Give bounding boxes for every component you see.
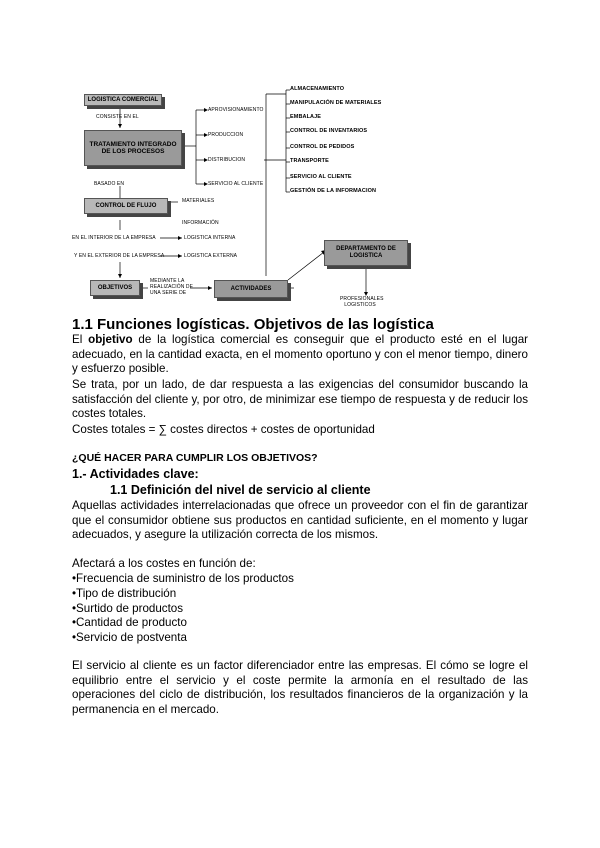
label-informacion: INFORMACIÓN [182,220,219,226]
label-produccion: PRODUCCION [208,132,244,138]
box-control-flujo [84,198,168,214]
box-tratamiento-label: TRATAMIENTO INTEGRADO DE LOS PROCESOS [89,141,177,155]
label-logistica-interna: LOGISTICA INTERNA [184,235,236,241]
box-logistica-label: LOGISTICA COMERCIAL [87,96,159,103]
right-item: CONTROL DE PEDIDOS [290,144,355,150]
question-heading: ¿QUÉ HACER PARA CUMPLIR LOS OBJETIVOS? [72,452,318,464]
right-item: ALMACENAMIENTO [290,86,345,92]
box-departamento-label: DEPARTAMENTO DE LOGISTICA [336,246,396,259]
box-objetivos-label: OBJETIVOS [97,284,133,291]
label-profesionales: PROFESIONALES LOGISTICOS [340,296,384,308]
section-title: 1.1 Funciones logísticas. Objetivos de las logística [72,316,434,333]
paragraph-servicio: El servicio al cliente es un factor diferenciador entre las empresas. El cómo se logre el equilibrio entre el servicio y el coste permite la armonía en el resultado de las operaciones del ciclo de distribución, los resultados financieros de la organización y la permanencia en el mercado. [72,659,528,716]
right-item: GESTIÓN DE LA INFORMACION [290,188,377,194]
bullet-item: •Cantidad de producto [72,616,187,630]
p1-bold: objetivo [88,333,133,346]
box-departamento [324,240,408,266]
label-mediante: MEDIANTE LA REALIZACIÓN DE UNA SERIE DE [150,278,194,296]
label-interior: EN EL INTERIOR DE LA EMPRESA [72,235,156,241]
box-tratamiento [84,130,182,166]
label-materiales: MATERIALES [182,198,215,204]
bullet-item: •Servicio de postventa [72,631,187,645]
heading-definicion: 1.1 Definición del nivel de servicio al cliente [110,483,371,497]
box-objetivos [90,280,140,296]
label-basado: BASADO EN [94,181,125,187]
label-distribucion: DISTRIBUCION [208,157,246,163]
right-item: EMBALAJE [290,114,322,120]
paragraph-objetivo [72,333,528,377]
box-logistica-comercial [84,94,162,106]
paragraph-afectara: Afectará a los costes en función de: [72,557,256,570]
p1-pre: El [72,333,89,346]
label-aprovisionamiento: APROVISIONAMIENTO [208,107,264,113]
bullet-item: •Frecuencia de suministro de los productos [72,572,294,585]
label-exterior: Y EN EL EXTERIOR DE LA EMPRESA [74,253,165,259]
box-actividades-label: ACTIVIDADES [230,285,272,292]
bullet-item: •Tipo de distribución [72,586,177,600]
label-logistica-externa: LOGISTICA EXTERNA [184,253,238,259]
p1-post: de la logística comercial es conseguir que el producto esté en el lugar adecuado, en la cantidad exacta, en el momento oportuno y con el menor tiempo, dinero y esfuerzo posible. [72,333,529,376]
label-servicio-cliente: SERVICIO AL CLIENTE [208,181,264,187]
paragraph-actividades: Aquellas actividades interrelacionadas que ofrece un proveedor con el fin de garantizar que el consumidor obtiene sus productos en cantidad suficiente, en el momento y lugar adecuados, y asegure la utilización correcta de los mismos. [72,499,528,542]
box-control-label: CONTROL DE FLUJO [95,202,157,209]
box-actividades [214,280,288,298]
label-consiste: CONSISTE EN EL [96,114,139,120]
paragraph-costes: Costes totales = ∑ costes directos + costes de oportunidad [72,423,375,436]
right-item: CONTROL DE INVENTARIOS [290,128,368,134]
paragraph-respuesta: Se trata, por un lado, de dar respuesta a las exigencias del consumidor buscando la satisfacción del cliente y, por otro, de minimizar ese tiempo de respuesta y de reducir los costes totales. [72,378,528,421]
right-item: MANIPULACIÓN DE MATERIALES [290,100,382,106]
bullet-item: •Surtido de productos [72,601,184,615]
right-item: TRANSPORTE [290,158,329,164]
logistics-diagram [72,80,538,318]
bullet-list [72,572,528,646]
heading-actividades: 1.- Actividades clave: [72,467,199,481]
right-item: SERVICIO AL CLIENTE [290,174,352,180]
